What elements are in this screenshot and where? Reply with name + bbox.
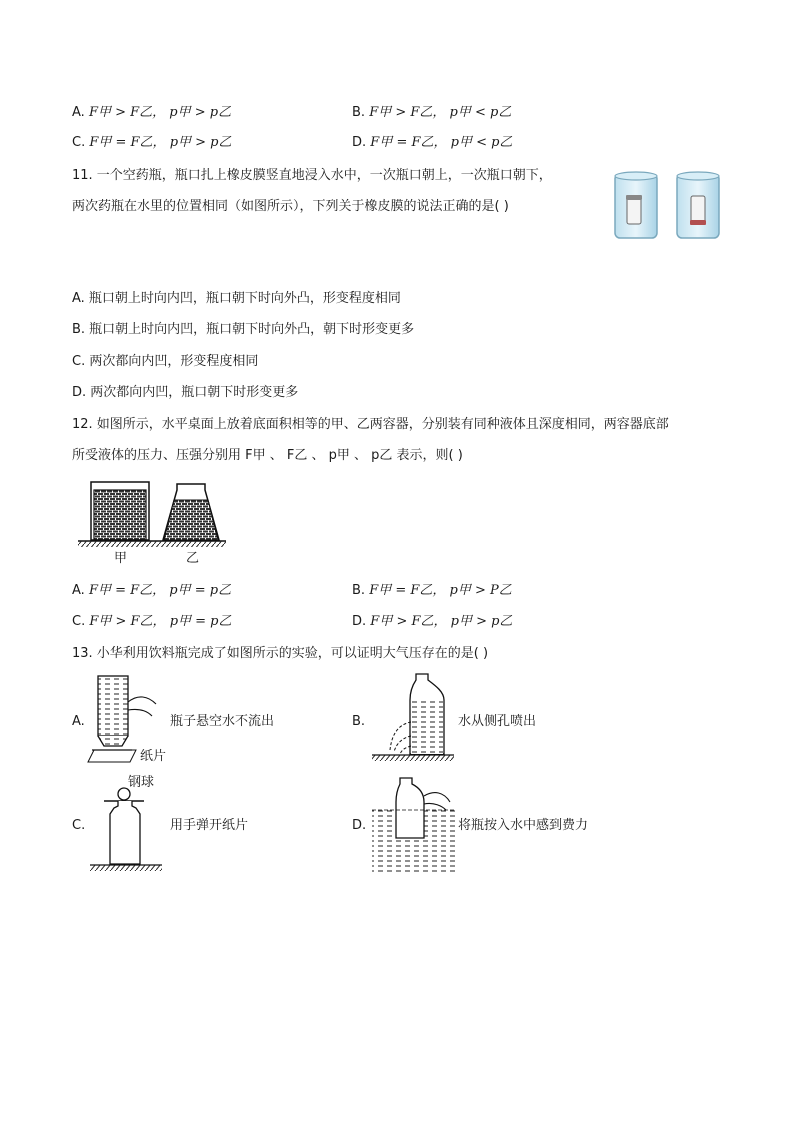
beaker-right [677,172,719,238]
q10-option-a: A. F甲 > F乙， p甲 > p乙 [72,105,232,120]
q11-stem-line2: 两次药瓶在水里的位置相同（如图所示），下列关于橡皮膜的说法正确的是( ) [72,199,509,214]
q13-figure-b-side-hole-bottle [366,670,456,766]
q11-option-a: A. 瓶口朝上时向内凹，瓶口朝下时向外凸，形变程度相同 [72,291,401,306]
q10-option-b: B. F甲 > F乙， p甲 < p乙 [352,105,512,120]
label-jia: 甲 [114,551,128,566]
q12-stem-line2: 所受液体的压力、压强分别用 F甲 、 F乙 、 p甲 、 p乙 表示，则( ) [72,448,463,463]
container-jia [91,482,149,540]
beaker-left [615,172,657,238]
q13-option-d-caption: 将瓶按入水中感到费力 [458,818,589,833]
q12-option-b: B. F甲 = F乙， p甲 > P乙 [352,583,512,598]
q13-figure-d-bottle-in-water [368,774,460,874]
q13-option-a-caption: 瓶子悬空水不流出 [170,714,275,729]
q10-option-c: C. F甲 = F乙， p甲 > p乙 [72,135,232,150]
q13-option-d-letter: D. [352,818,367,833]
container-yi [163,484,219,540]
q11-option-c: C. 两次都向内凹，形变程度相同 [72,354,259,369]
q10-option-d: D. F甲 = F乙， p甲 < p乙 [352,135,513,150]
q13-option-b-caption: 水从侧孔喷出 [458,714,537,729]
q13-option-c-letter: C. [72,818,86,833]
q13-option-a-label: 纸片 [140,749,167,764]
q11-figure-bottles [612,168,724,244]
q11-option-b: B. 瓶口朝上时向内凹，瓶口朝下时向外凸，朝下时形变更多 [72,322,415,337]
q11-option-d: D. 两次都向内凹，瓶口朝下时形变更多 [72,385,299,400]
q12-figure-containers [74,478,230,548]
label-yi: 乙 [186,551,200,566]
q12-option-d: D. F甲 > F乙， p甲 > p乙 [352,614,513,629]
q12-stem-line1: 12. 如图所示，水平桌面上放着底面积相等的甲、乙两容器，分别装有同种液体且深度相同，两容器底部 [72,417,669,432]
q13-stem: 13. 小华利用饮料瓶完成了如图所示的实验，可以证明大气压存在的是( ) [72,646,489,661]
q13-option-a-letter: A. [72,714,85,729]
q13-option-c-label: 钢球 [128,775,155,790]
q12-option-a: A. F甲 = F乙， p甲 = p乙 [72,583,232,598]
q11-stem-line1: 11. 一个空药瓶，瓶口扎上橡皮膜竖直地浸入水中，一次瓶口朝上，一次瓶口朝下， [72,168,552,183]
q13-option-b-letter: B. [352,714,366,729]
q13-figure-c-ball-on-card [86,786,166,876]
q12-option-c: C. F甲 > F乙， p甲 = p乙 [72,614,232,629]
q13-option-c-caption: 用手弹开纸片 [170,818,249,833]
